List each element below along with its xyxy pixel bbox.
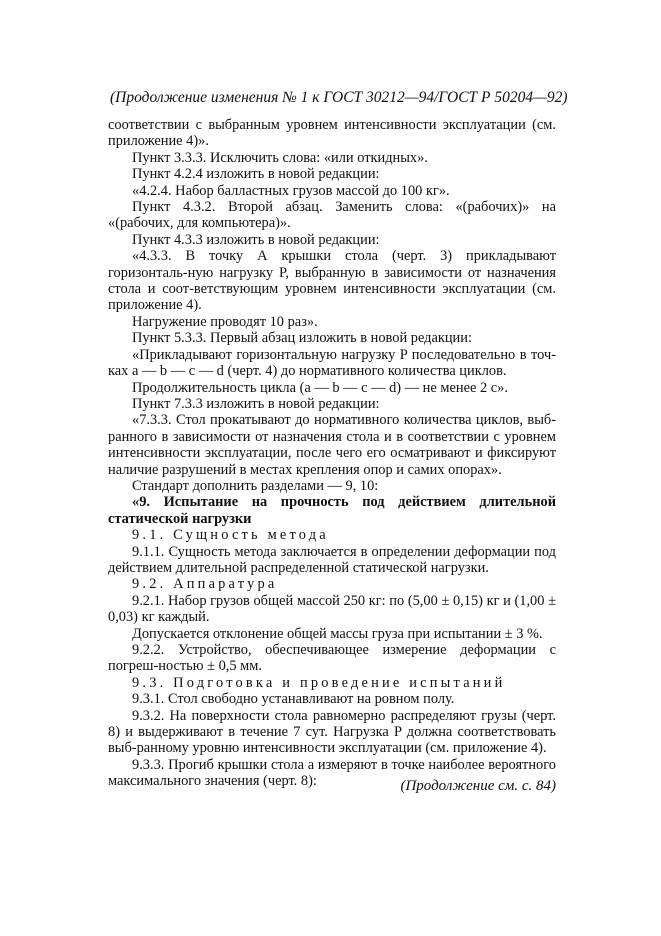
page-header: (Продолжение изменения № 1 к ГОСТ 30212—94/ГОСТ Р 50204—92)	[110, 89, 568, 106]
paragraph-clause-5-3-3-text: «Прикладывают горизонтальную нагрузку P последовательно в точ-ках a — b — c — d (черт. 4) до нормативного количества циклов.	[108, 346, 556, 380]
paragraph-clause-7-3-3: Пункт 7.3.3 изложить в новой редакции:	[132, 395, 380, 412]
paragraph-9-3-3: 9.3.3. Прогиб крышки стола a измеряют в точке наиболее вероятного максимального значения (черт. 8):	[108, 756, 556, 790]
paragraph-cycle-duration: Продолжительность цикла (a — b — c — d) — не менее 2 с».	[132, 379, 508, 396]
paragraph-add-sections: Стандарт дополнить разделами — 9, 10:	[132, 477, 379, 494]
page-footer: (Продолжение см. с. 84)	[400, 778, 556, 794]
paragraph-9-3-2: 9.3.2. На поверхности стола равномерно распределяют грузы (черт. 8) и выдерживают в течение 7 сут. Нагрузка P должна соответствовать выб-ранному уровню интенсивности эксплуатации (см. приложение 4).	[108, 707, 556, 757]
paragraph-clause-4-3-3: Пункт 4.3.3 изложить в новой редакции:	[132, 231, 380, 248]
paragraph-mass-tolerance: Допускается отклонение общей массы груза при испытании ± 3 %.	[132, 625, 543, 642]
paragraph-clause-4-3-2: Пункт 4.3.2. Второй абзац. Заменить слова: «(рабочих)» на «(рабочих, для компьютера)».	[108, 199, 556, 232]
section-9-heading: «9. Испытание на прочность под действием длительной статической нагрузки	[108, 494, 556, 527]
subsection-9-3-heading: 9.3. Подготовка и проведение испытаний	[132, 674, 506, 691]
paragraph-clause-4-3-3-text: «4.3.3. В точку А крышки стола (черт. 3) прикладывают горизонталь-ную нагрузку P, выбранную в зависимости от назначения стола и соот-ветствующим уровнем интенсивности эксплуатации (см. приложение 4).	[108, 248, 556, 314]
paragraph-9-1-1: 9.1.1. Сущность метода заключается в определении деформации под действием длительной распределенной статической нагрузки.	[108, 543, 556, 576]
paragraph-clause-5-3-3: Пункт 5.3.3. Первый абзац изложить в новой редакции:	[132, 330, 472, 347]
subsection-9-1-heading: 9.1. Сущность метода	[132, 527, 329, 544]
paragraph-9-3-1: 9.3.1. Стол свободно устанавливают на ровном полу.	[132, 691, 455, 708]
paragraph-loading-count: Нагружение проводят 10 раз».	[132, 313, 318, 330]
paragraph-clause-4-2-4: Пункт 4.2.4 изложить в новой редакции:	[132, 166, 380, 183]
paragraph-clause-7-3-3-text: «7.3.3. Стол прокатывают до нормативного количества циклов, выб-ранного в зависимости от назначения стола и в соответствии с уровнем интенсивности эксплуатации, после чего его осматривают и фиксируют наличие разрушений в местах крепления опор и самих опорах».	[108, 412, 556, 478]
paragraph-9-2-2: 9.2.2. Устройство, обеспечивающее измерение деформации с погреш-ностью ± 0,5 мм.	[108, 642, 556, 675]
paragraph-9-2-1: 9.2.1. Набор грузов общей массой 250 кг: по (5,00 ± 0,15) кг и (1,00 ± 0,03) кг каждый.	[108, 592, 556, 626]
paragraph-clause-4-2-4-text: «4.2.4. Набор балластных грузов массой до 100 кг».	[132, 182, 450, 199]
subsection-9-2-heading: 9.2. Аппаратура	[132, 576, 278, 593]
paragraph-clause-3-3-3: Пункт 3.3.3. Исключить слова: «или откидных».	[132, 149, 428, 166]
paragraph-continuation: соответствии с выбранным уровнем интенсивности эксплуатации (см. приложение 4)».	[108, 117, 556, 150]
document-body	[108, 117, 556, 790]
